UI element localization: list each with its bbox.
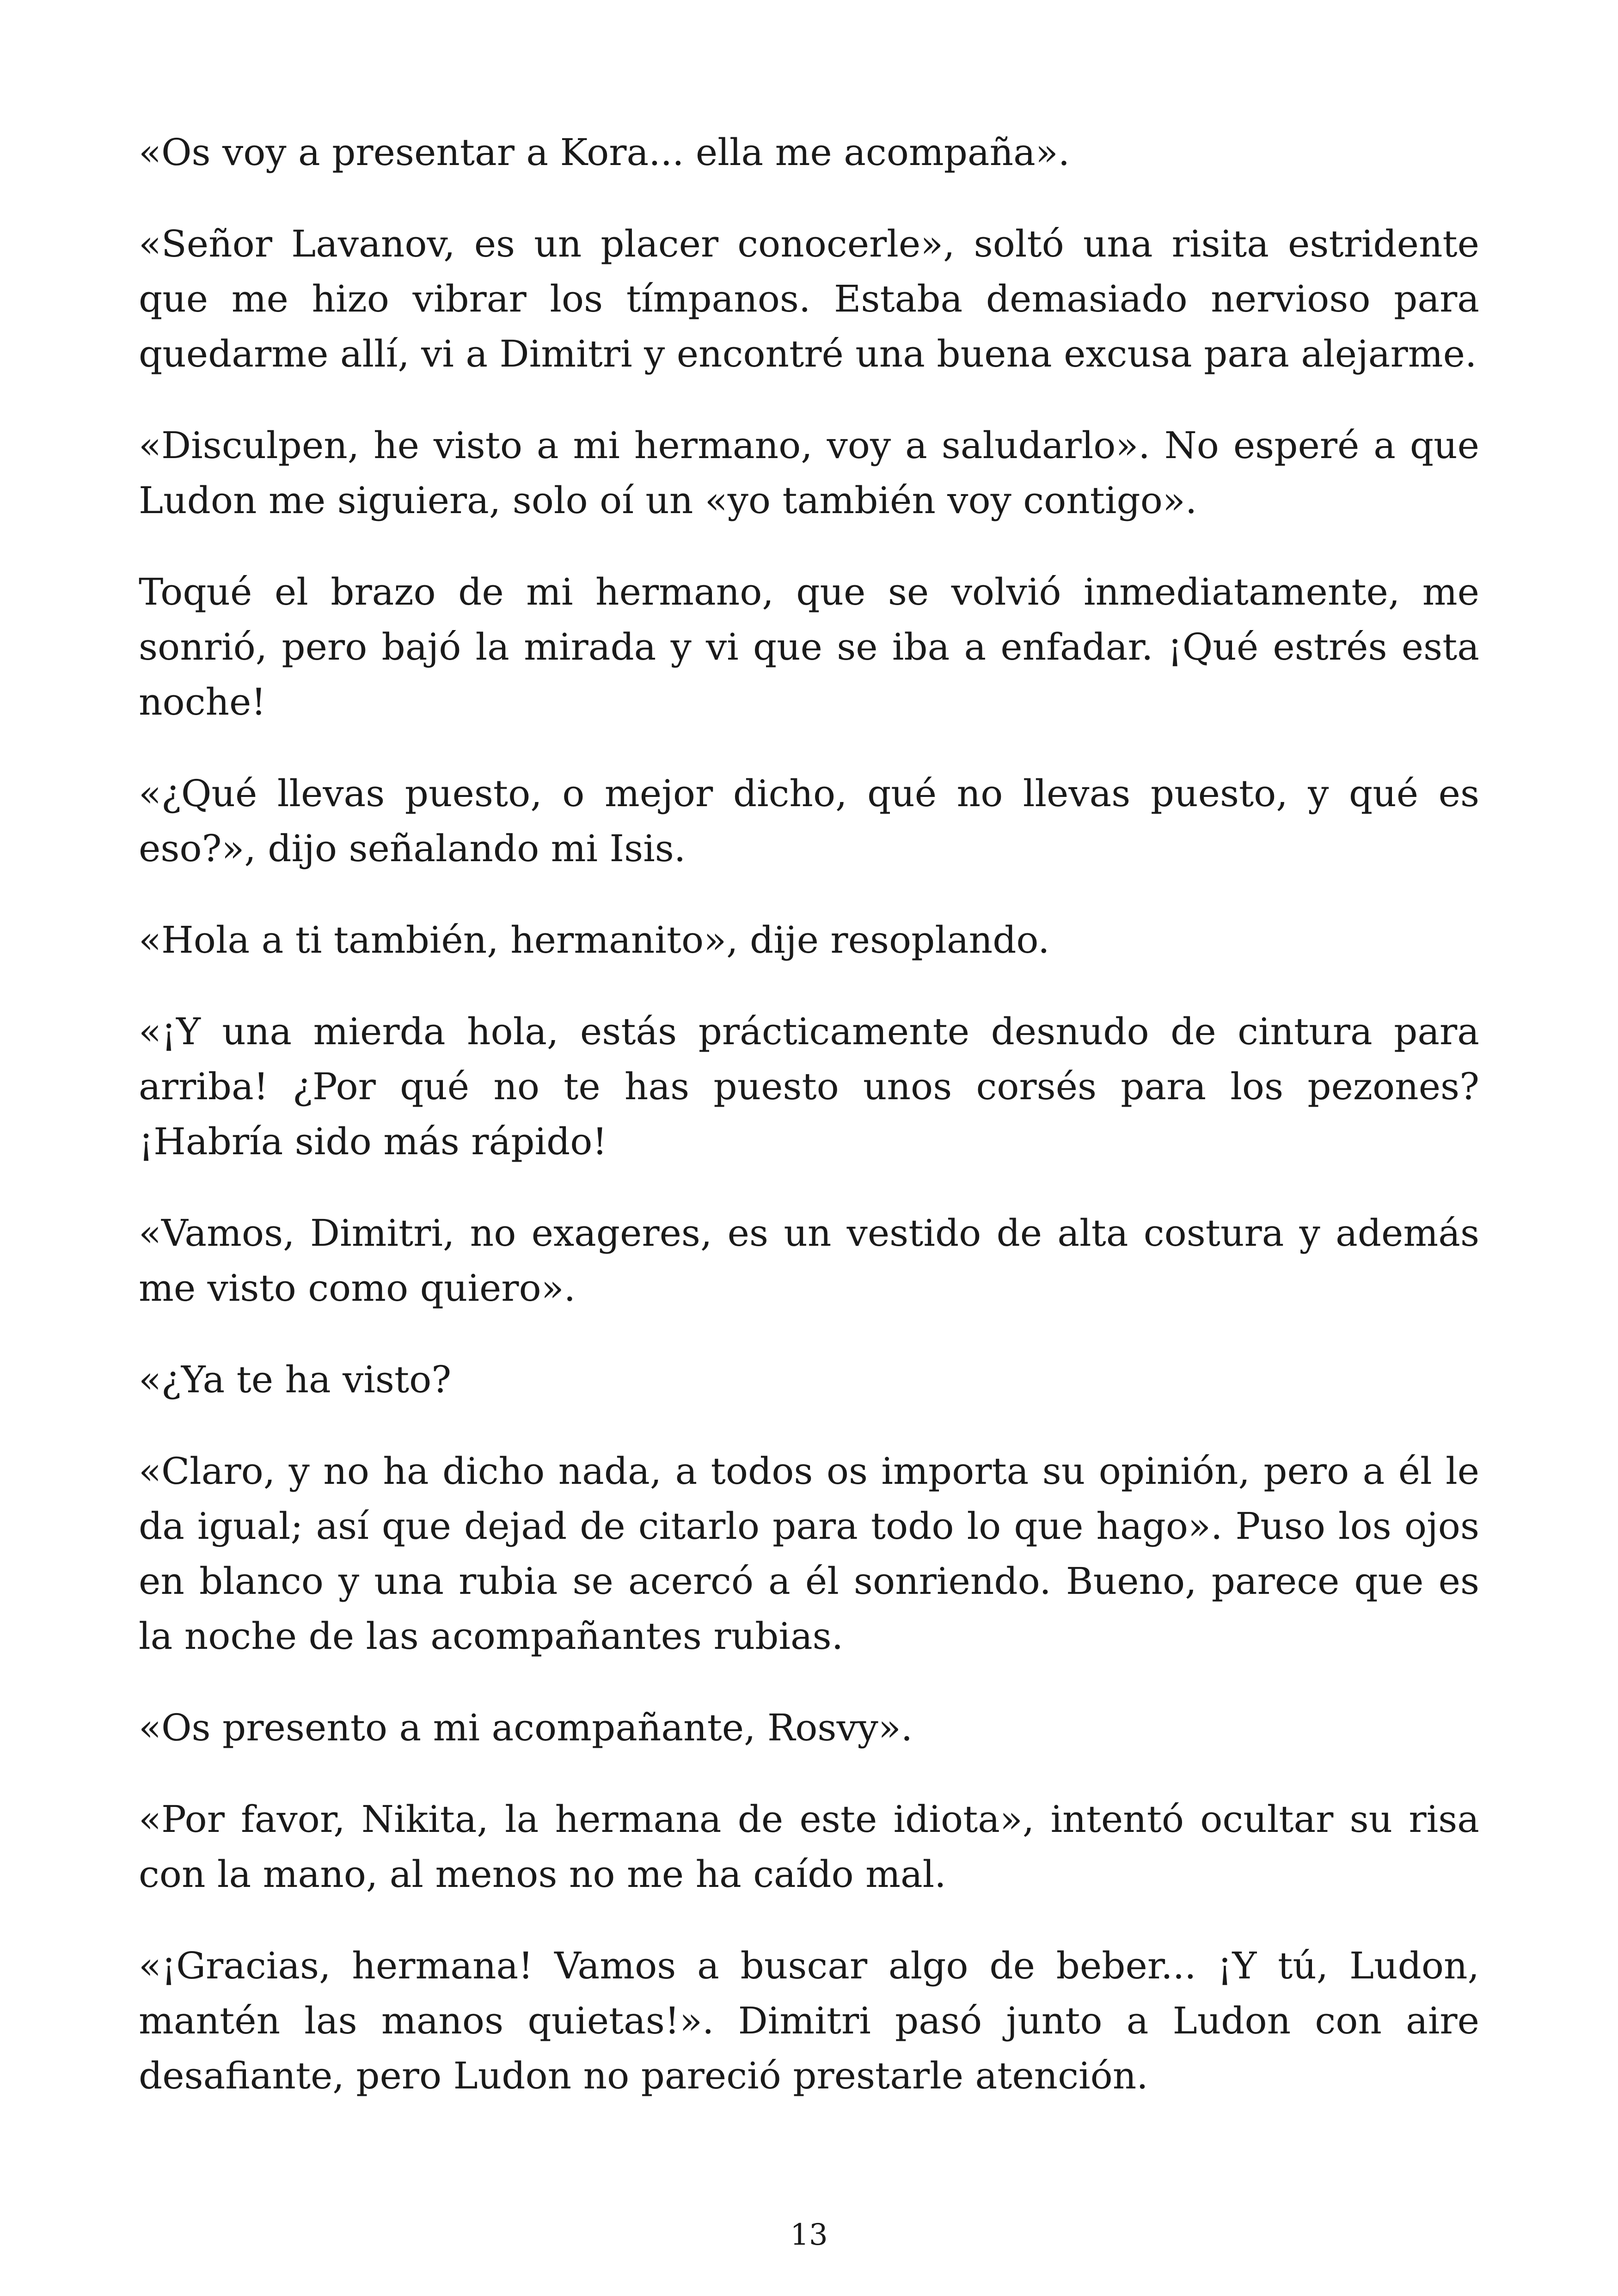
paragraph: «¡Gracias, hermana! Vamos a buscar algo de beber... ¡Y tú, Ludon, mantén las manos quietas!». Dimitri pasó junto a Ludon con aire desafiante, pero Ludon no pareció prestarle atención. — [139, 1944, 1479, 2097]
paragraph: «Por favor, Nikita, la hermana de este idiota», intentó ocultar su risa con la mano, al menos no me ha caído mal. — [139, 1798, 1479, 1896]
paragraph: «Señor Lavanov, es un placer conocerle», soltó una risita estridente que me hizo vibrar los tímpanos. Estaba demasiado nervioso para quedarme allí, vi a Dimitri y encontré una buena excusa para alejarme. — [139, 222, 1479, 375]
paragraph: «Vamos, Dimitri, no exageres, es un vestido de alta costura y además me visto como quiero». — [139, 1212, 1479, 1310]
body-text — [139, 125, 1479, 2140]
paragraph: «¿Qué llevas puesto, o mejor dicho, qué no llevas puesto, y qué es eso?», dijo señalando mi Isis. — [139, 772, 1479, 870]
paragraph: «Os presento a mi acompañante, Rosvy». — [139, 1706, 913, 1749]
paragraph: «¡Y una mierda hola, estás prácticamente desnudo de cintura para arriba! ¿Por qué no te has puesto unos corsés para los pezones? ¡Habría sido más rápido! — [139, 1010, 1479, 1163]
paragraph: «Claro, y no ha dicho nada, a todos os importa su opinión, pero a él le da igual; así que dejad de citarlo para todo lo que hago». Puso los ojos en blanco y una rubia se acercó a él sonriendo. Bueno, parece que es la noche de las acompañantes rubias. — [139, 1450, 1479, 1658]
paragraph: «Disculpen, he visto a mi hermano, voy a saludarlo». No esperé a que Ludon me siguiera, solo oí un «yo también voy contigo». — [139, 424, 1479, 522]
page-number: 13 — [790, 2218, 828, 2252]
paragraph: «Hola a ti también, hermanito», dije resoplando. — [139, 918, 1050, 961]
paragraph: Toqué el brazo de mi hermano, que se volvió inmediatamente, me sonrió, pero bajó la mirada y vi que se iba a enfadar. ¡Qué estrés esta noche! — [139, 570, 1479, 723]
paragraph: «¿Ya te ha visto? — [139, 1358, 452, 1401]
paragraph: «Os voy a presentar a Kora... ella me acompaña». — [139, 131, 1070, 174]
